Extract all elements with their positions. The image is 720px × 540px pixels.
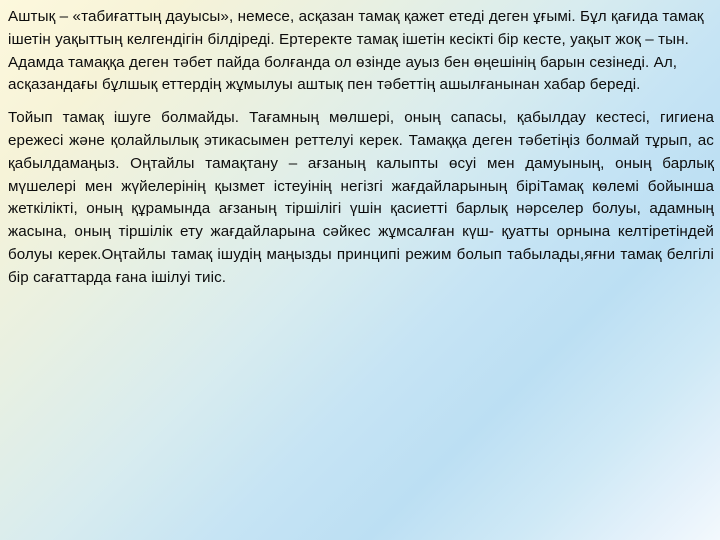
paragraph-1: Аштық – «табиғаттың дауысы», немесе, асқазан тамақ қажет етеді деген ұғымі. Бұл қағида тамақ ішетін уақыттың келгендігін білдіреді. Ертеректе тамақ ішетін кесікті бір кесте, уақыт жоқ – тын. Адамда тамаққа деген тәбет пайда болғанда ол өзінде ауыз бен өңешінің барын сезінеді. Ал, асқазандағы бұлшық еттердің жұмылуы аштық пен тәбеттің ашылғанынан хабар береді. [8,8,704,94]
paragraph-2: Тойып тамақ ішуге болмайды. Тағамның мөлшері, оның сапасы, қабылдау кестесі, гигиена ережесі және қолайлылық этикасымен реттелуі керек. Тамаққа деген тәбетіңіз болмай тұрып, ас қабылдамаңыз. Оңтайлы тамақтану – ағзаның калыпты өсуі мен дамуының, оның барлық мүшелері мен жүйелерінің қызмет істеуінің негізгі жағдайларының біріТамақ көлемі бойынша жеткілікті, оның құрамында ағзаның тіршілігі үшін қасиетті барлық нәрселер болуы, адамның жасына, оның тіршілік ету жағдайларына сәйкес жұмсалған күш- қуатты орнына келтіретіндей болуы керек.Оңтайлы тамақ ішудің маңызды принципі режим болып табылады,яғни тамақ белгілі бір сағаттарда ғана ішілуі тиіс. [8,109,714,286]
slide-text-body [8,6,714,290]
